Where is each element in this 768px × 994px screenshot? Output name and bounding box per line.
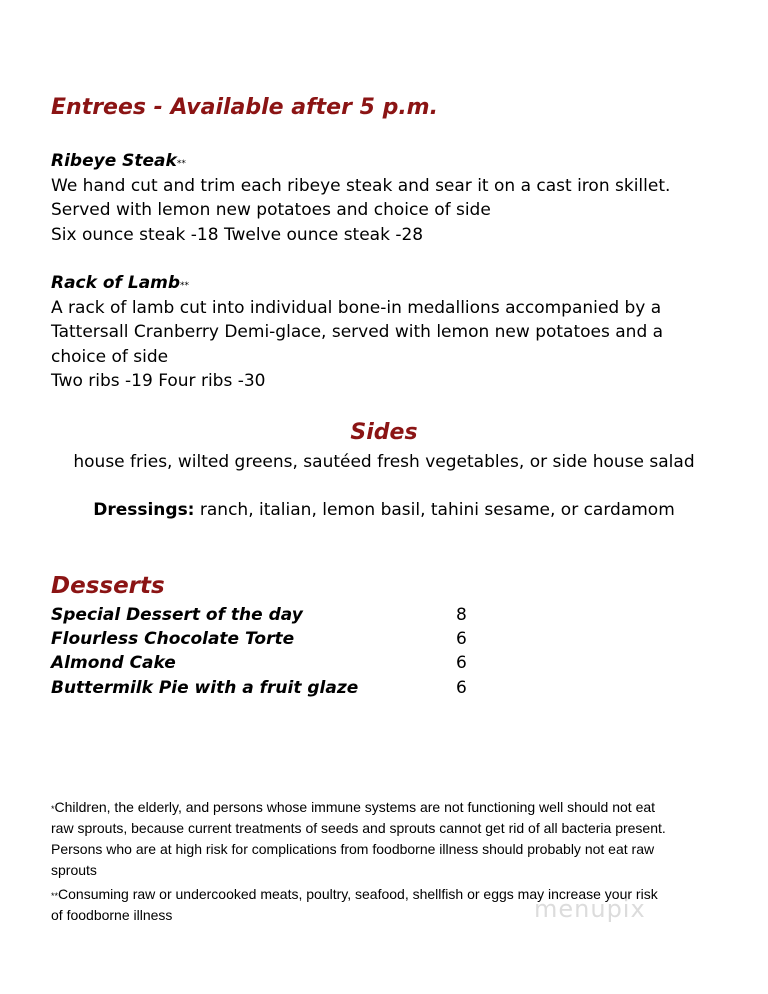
lamb-marker: ** bbox=[180, 281, 190, 291]
lamb-title-line bbox=[51, 271, 189, 298]
dessert-name: Buttermilk Pie with a fruit glaze bbox=[51, 678, 359, 698]
dessert-name: Special Dessert of the day bbox=[51, 605, 303, 625]
lamb-description-3: choice of side bbox=[51, 347, 169, 367]
dressings-line bbox=[0, 498, 768, 522]
dessert-name: Almond Cake bbox=[51, 653, 176, 673]
dressings-label: Dressings: bbox=[93, 500, 195, 520]
dessert-price: 8 bbox=[456, 605, 467, 625]
footnote-1-line-4: sprouts bbox=[51, 862, 97, 878]
ribeye-title-line bbox=[51, 149, 186, 176]
lamb-description-2: Tattersall Cranberry Demi-glace, served with lemon new potatoes and a bbox=[51, 322, 664, 342]
dessert-price: 6 bbox=[456, 678, 467, 698]
dressings-list: ranch, italian, lemon basil, tahini sesame, or cardamom bbox=[194, 500, 675, 520]
sides-heading: Sides bbox=[350, 420, 418, 445]
menupix-watermark: menupix bbox=[534, 895, 646, 923]
ribeye-description-1: We hand cut and trim each ribeye steak and sear it on a cast iron skillet. bbox=[51, 176, 671, 196]
footnote-2-marker: ** bbox=[51, 891, 59, 901]
entrees-heading: Entrees - Available after 5 p.m. bbox=[51, 95, 438, 120]
footnote-1-line-1 bbox=[51, 797, 731, 820]
dessert-price: 6 bbox=[456, 629, 467, 649]
footnote-1-line-2: raw sprouts, because current treatments of seeds and sprouts cannot get rid of all bacteria present. bbox=[51, 820, 666, 836]
footnote-1-marker: * bbox=[51, 804, 55, 814]
footnote-2-text-1: Consuming raw or undercooked meats, poultry, seafood, shellfish or eggs may increase your risk bbox=[58, 886, 658, 902]
lamb-description-1: A rack of lamb cut into individual bone-in medallions accompanied by a bbox=[51, 298, 662, 318]
desserts-heading: Desserts bbox=[51, 573, 165, 599]
sides-list: house fries, wilted greens, sautéed fresh vegetables, or side house salad bbox=[73, 452, 695, 472]
footnote-1-line-3: Persons who are at high risk for complications from foodborne illness should probably not eat raw bbox=[51, 841, 655, 857]
footnote-2-line-2: of foodborne illness bbox=[51, 907, 173, 923]
dessert-price: 6 bbox=[456, 653, 467, 673]
ribeye-title: Ribeye Steak bbox=[51, 151, 177, 171]
lamb-title: Rack of Lamb bbox=[51, 273, 181, 293]
dessert-name: Flourless Chocolate Torte bbox=[51, 629, 295, 649]
lamb-prices: Two ribs -19 Four ribs -30 bbox=[51, 371, 266, 391]
ribeye-marker: ** bbox=[176, 159, 186, 169]
footnote-1-text-1: Children, the elderly, and persons whose immune systems are not functioning well should not eat bbox=[54, 799, 656, 815]
ribeye-prices: Six ounce steak -18 Twelve ounce steak -28 bbox=[51, 225, 424, 245]
ribeye-description-2: Served with lemon new potatoes and choice of side bbox=[51, 200, 491, 220]
